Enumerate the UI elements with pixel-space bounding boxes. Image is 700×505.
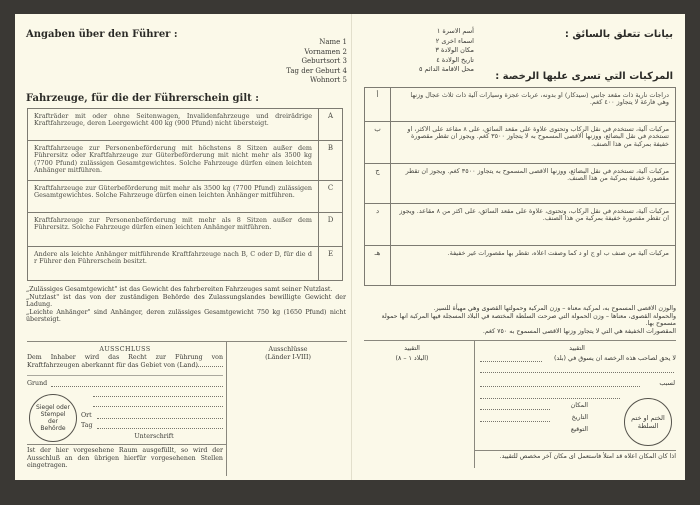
restriction-title: التقييد: [569, 345, 585, 352]
right-page-arabic: [351, 14, 685, 480]
definitions-block-ar: [364, 305, 676, 335]
category-letter: C: [319, 181, 343, 213]
date-field-ar[interactable]: [480, 421, 550, 422]
driver-field: Wohnort 5: [309, 76, 347, 85]
exclusion-title: AUSSCHLUSS: [99, 346, 151, 353]
driver-field: Vornamen 2: [304, 47, 347, 56]
place-field-ar[interactable]: [480, 409, 550, 410]
signature-label-ar: التوقيع: [570, 426, 588, 433]
category-row: Kraftfahrzeuge zur Güterbeförderung mit mehr als 3500 kg (7700 Pfund) zulässigen Gesamtgewichtes. Solche Fahrzeuge dürfen einen leichten Anhänger mitführen. C: [28, 181, 343, 213]
vehicles-heading: Fahrzeuge, für die der Führerschein gilt :: [26, 93, 259, 104]
divider: [474, 340, 475, 468]
category-row: مركبات آلية من صنف ب او ج او د كما وصفت اعلاه، تقطر بها مقصورات غير خفيفة. هـ: [365, 246, 676, 286]
driver-heading-ar: بيانات تتعلق بالسائق :: [564, 29, 673, 40]
driver-fields-list: [207, 38, 347, 86]
vehicle-categories-table-ar: [364, 87, 676, 286]
category-letter: B: [319, 141, 343, 181]
grund-label: Grund: [27, 380, 48, 387]
driver-heading: Angaben über den Führer :: [26, 29, 178, 40]
seal-stamp-circle-ar: الختم او ختم السلطة: [624, 398, 672, 446]
grund-field[interactable]: [51, 386, 223, 387]
country-field-ar[interactable]: [480, 361, 542, 362]
line-field-ar[interactable]: [480, 372, 674, 373]
divider: [27, 341, 347, 342]
signature-label: Unterschrift: [134, 433, 174, 440]
category-row: مركبات آلية، تستخدم في نقل الركاب وتحتوى علاوة على مقعد السائق، على ٨ مقاعد على الاكثر، او تستخدم في نقل البضائع، ووزنها الاقصى المسموح به لا يتجاوز ٣٥٠٠ كغم. ويجوز ان تقطر مقصورة خفيفة بمركبة من هذا الصنف. ب: [365, 122, 676, 164]
definition: المقصورات الخفيفة هي التي لا يتجاوز وزنها الاقصى المسموح به ٧٥٠ كغم.: [482, 327, 676, 335]
driver-field: Name 1: [319, 38, 347, 46]
driver-field: اسماء اخرى ٢: [435, 36, 474, 45]
definition: „Nutzlast" ist das von der zuständigen Behörde des Zulassungslandes bewilligte Gewicht der Ladung.: [26, 293, 346, 308]
grund-field-2[interactable]: [93, 396, 223, 397]
left-page-german: [15, 14, 351, 480]
ort-field[interactable]: [97, 418, 223, 419]
restriction-text: لا يحق لصاحب هذه الرخصة ان يسوق في (بلد): [553, 355, 676, 362]
category-row: Kraftfahrzeuge zur Personenbeförderung mit mehr als 8 Sitzen außer dem Führersitz. Solche Fahrzeuge dürfen einen leichten Anhänger mitführen. D: [28, 213, 343, 247]
definition: والوزن الاقصى المسموح به، لمركبة معناه – وزن المركبة وحمولتها القصوى وهي مهيأة للسير.: [433, 305, 676, 312]
restrictions-side-title: التقييد: [404, 345, 420, 352]
divider: [27, 375, 223, 376]
divider: [474, 450, 676, 451]
definitions-block: [26, 286, 346, 324]
category-letter: E: [319, 247, 343, 281]
driver-field: محل الاقامة الدائم ٥: [418, 65, 474, 74]
divider: [364, 340, 676, 341]
restrictions-side-subtitle: (البلاد ١ – ٨): [395, 355, 429, 362]
date-label-ar: التاريخ: [571, 414, 588, 421]
category-letter: أ: [365, 88, 391, 122]
exclusions-side-title: Ausschlüsse: [268, 346, 308, 353]
tag-label: Tag: [81, 422, 93, 429]
reason-label-ar: لسبب: [659, 380, 675, 387]
definition: „Zulässiges Gesamtgewicht" ist das Gewicht des fahrbereiten Fahrzeuges samt seiner Nutzlast.: [26, 286, 333, 293]
driver-fields-list-ar: [364, 27, 474, 75]
category-letter: هـ: [365, 246, 391, 286]
category-letter: د: [365, 204, 391, 246]
driver-field: Tag der Geburt 4: [286, 66, 347, 75]
seal-stamp-circle: Siegel oder Stempel der Behörde: [29, 394, 77, 442]
exclusion-footnote: Ist der hier vorgesehene Raum ausgefüllt, so wird der Ausschluß an den übrigen hierfür vorgesehenen Stellen eingetragen.: [27, 447, 223, 469]
category-letter: A: [319, 109, 343, 141]
definition: والحمولة القصوى، معناها – وزن الحمولة التي صرحت السلطة المختصة في البلاد المسجلة فيها المركبة انها حمولة مسموح بها.: [381, 312, 676, 327]
reason-field-ar[interactable]: [480, 386, 640, 387]
driver-field: مكان الولادة ٣: [435, 46, 474, 55]
grund-field-3[interactable]: [93, 406, 223, 407]
vehicles-heading-ar: المركبات التي تسرى عليها الرخصة :: [495, 71, 673, 82]
category-row: مركبات آلية، تستخدم في نقل الركاب، وتحتوى، علاوة على مقعد السائق، على اكثر من ٨ مقاعد. ويجوز ان تقطر مقصورة خفيفة بمركبة من هذا الصنف. د: [365, 204, 676, 246]
country-field[interactable]: [185, 366, 223, 367]
divider: [226, 341, 227, 476]
divider: [27, 444, 226, 445]
category-letter: D: [319, 213, 343, 247]
driver-field: Geburtsort 3: [301, 57, 347, 66]
ort-label: Ort: [81, 412, 92, 419]
category-row: Kraftfahrzeuge zur Personenbeförderung mit höchstens 8 Sitzen außer dem Führersitz oder Kraftfahrzeuge zur Güterbeförderung mit nicht mehr als 3500 kg (7700 Pfund) zulässigen Gesamtgewichtes. Solche Fahrzeuge dürfen einen leichten Anhänger mitführen. B: [28, 141, 343, 181]
vehicle-categories-table: [27, 108, 343, 281]
category-row: Andere als leichte Anhänger mitführende Kraftfahrzeuge nach B, C oder D, für die d r Führer den Führerschein besitzt. E: [28, 247, 343, 281]
driver-field: أسم الاسرة ١: [436, 27, 474, 35]
category-letter: ب: [365, 122, 391, 164]
category-letter: ج: [365, 164, 391, 204]
reason-field-ar-2[interactable]: [480, 398, 620, 399]
definition: „Leichte Anhänger" sind Anhänger, deren zulässiges Gesamtgewicht 750 kg (1650 Pfund) nicht übersteigt.: [26, 308, 346, 323]
place-label-ar: المكان: [570, 402, 588, 409]
category-row: Krafträder mit oder ohne Seitenwagen, Invalidenfahrzeuge und dreirädrige Kraftfahrzeuge, deren Leergewicht 400 kg (900 Pfund) nicht übersteigt. A: [28, 109, 343, 141]
exclusion-text: Dem Inhaber wird das Recht zur Führung von Kraftfahrzeugen aberkannt für das Gebiet von (Land): [27, 354, 223, 369]
exclusions-side-subtitle: (Länder I-VIII): [265, 354, 311, 361]
restriction-footnote: اذا كان المكان اعلاه قد امتلأ فاستعمل اى مكان آخر مخصص للتقييد.: [499, 453, 676, 460]
category-row: دراجات نارية ذات مقعد جانبي (سيدكار) او بدونه، عربات عجزة وسيارات آلية ذات ثلاث عجال وزنها وهي فارغة لا يتجاوز ٤٠٠ كغم. أ: [365, 88, 676, 122]
category-row: مركبات آلية، تستخدم في نقل البضائع، ووزنها الاقصى المسموح به يتجاوز ٣٥٠٠ كغم. ويجوز ان تقطر مقصورة خفيفة بمركبة من هذا الصنف. ج: [365, 164, 676, 204]
driver-field: تاريخ الولادة ٤: [436, 55, 474, 64]
tag-field[interactable]: [97, 428, 223, 429]
